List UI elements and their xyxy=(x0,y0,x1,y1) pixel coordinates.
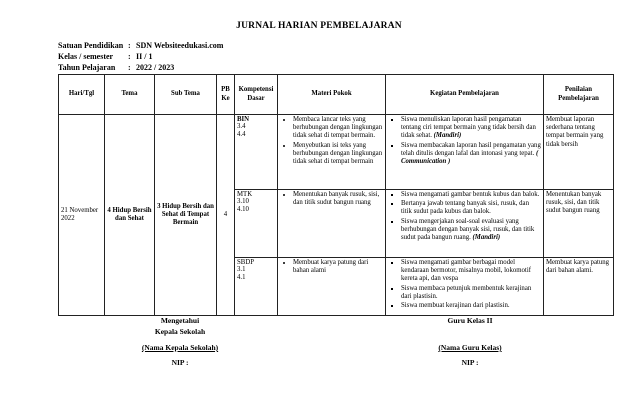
materi-item: • Menyebutkan isi teks yang berhubungan dengan lingkungan tidak sehat di tempat bermain xyxy=(293,142,383,167)
kegiatan-item: ▪ Siswa mengamati gambar bentuk kubus dan balok. xyxy=(401,191,541,199)
kd-subject: BIN xyxy=(237,116,250,123)
info-label: Satuan Pendidikan xyxy=(58,41,124,50)
header-tema: Tema xyxy=(105,75,155,115)
cell-kd xyxy=(235,190,278,258)
info-label: Tahun Pelajaran xyxy=(58,63,116,72)
header-kegiatan: Kegiatan Pembelajaran xyxy=(386,75,544,115)
header-hari: Hari/Tgl xyxy=(59,75,105,115)
header-subtema: Sub Tema xyxy=(155,75,217,115)
cell-penilaian: Membuat karya patung dari bahan alami. xyxy=(544,258,614,316)
cell-kegiatan xyxy=(386,190,544,258)
kd-code: 3.10 xyxy=(237,198,249,206)
school-info xyxy=(58,40,223,73)
kegiatan-item: ▪ Siswa menuliskan laporan hasil pengamatan tentang ciri tempat bermain yang tidak bersih dan tidak sehat. (Mandiri) xyxy=(401,116,541,141)
kd-code: 4.10 xyxy=(237,205,249,213)
kegiatan-item: ▪ Siswa mengerjakan soal-soal evaluasi yang berhubungan dengan banyak sisi, rusuk, dan titik sudut pada bangun ruang. (Mandiri) xyxy=(401,218,541,243)
kd-code: 3.1 xyxy=(237,266,246,274)
header-materi: Materi Pokok xyxy=(278,75,386,115)
cell-kd xyxy=(235,115,278,190)
kd-subject: SBDP xyxy=(237,259,255,266)
info-value: II / 1 xyxy=(136,52,153,61)
kd-subject: MTK xyxy=(237,191,253,198)
info-value: 2022 / 2023 xyxy=(136,63,175,72)
journal-table xyxy=(58,74,614,316)
sign-role: Kepala Sekolah xyxy=(154,327,206,336)
cell-penilaian: Membuat laporan sederhana tentang tempat bermain yang tidak bersih xyxy=(544,115,614,190)
cell-kd xyxy=(235,258,278,316)
kegiatan-item: ▪ Siswa mengamati gambar berbagai model kendaraan bermotor, misalnya mobil, lokomotif kereta api, dan vespa xyxy=(401,259,541,284)
cell-tema: 4 Hidup Bersih dan Sehat xyxy=(105,115,155,316)
materi-item: • Membaca lancar teks yang berhubungan dengan lingkungan tidak sehat di tempat bermain. xyxy=(293,116,383,141)
cell-penilaian: Menentukan banyak rusuk, sisi, dan titik sudut bangun ruang xyxy=(544,190,614,258)
info-row-year: Tahun Pelajaran : 2022 / 2023 xyxy=(58,63,175,72)
sign-nip: NIP : xyxy=(461,358,479,367)
table-row xyxy=(59,115,614,190)
cell-kegiatan xyxy=(386,115,544,190)
document-title: JURNAL HARIAN PEMBELAJARAN xyxy=(236,21,402,31)
kd-code: 3.4 xyxy=(237,123,246,131)
sign-name: (Nama Kepala Sekolah) xyxy=(141,343,219,352)
kegiatan-item: ▪ Bertanya jawab tentang banyak sisi, rusuk, dan titik sudut pada kubus dan balok. xyxy=(401,200,541,216)
kd-code: 4.1 xyxy=(237,273,246,281)
header-penilaian: Penilaian Pembelajaran xyxy=(544,75,614,115)
cell-day: 21 November 2022 xyxy=(59,115,105,316)
header-pb: PB Ke xyxy=(217,75,235,115)
info-row-school: Satuan Pendidikan : SDN Websiteedukasi.com xyxy=(58,41,224,50)
cell-kegiatan xyxy=(386,258,544,316)
kegiatan-item: ▪ Siswa membuat kerajinan dari plastisin. xyxy=(401,302,541,310)
materi-item: • Membuat karya patung dari bahan alami xyxy=(293,259,383,275)
info-value: SDN Websiteedukasi.com xyxy=(136,41,224,50)
info-label: Kelas / semester xyxy=(58,52,114,61)
info-row-class: Kelas / semester : II / 1 xyxy=(58,52,153,61)
signature-teacher xyxy=(420,316,520,367)
cell-materi xyxy=(278,190,386,258)
table-header-row xyxy=(59,75,614,115)
kd-code: 4.4 xyxy=(237,130,246,138)
sign-role: Guru Kelas II xyxy=(447,316,493,325)
kegiatan-item: ▪ Siswa membacakan laporan hasil pengamatan yang telah ditulis dengan lafal dan intonasi yang tepat. ( Communication ) xyxy=(401,142,541,167)
header-kd: Kompetensi Dasar xyxy=(235,75,278,115)
signature-headmaster xyxy=(120,316,240,367)
cell-materi xyxy=(278,258,386,316)
sign-label: Mengetahui xyxy=(160,316,200,325)
cell-pb: 4 xyxy=(217,115,235,316)
materi-item: • Menentukan banyak rusuk, sisi, dan titik sudut bangun ruang xyxy=(293,191,383,207)
sign-name: (Nama Guru Kelas) xyxy=(438,343,502,352)
sign-nip: NIP : xyxy=(171,358,189,367)
kegiatan-item: ▪ Siswa membaca petunjuk membentuk kerajinan dari plastisin. xyxy=(401,285,541,301)
cell-subtema: 3 Hidup Bersih dan Sehat di Tempat Bermain xyxy=(155,115,217,316)
cell-materi xyxy=(278,115,386,190)
